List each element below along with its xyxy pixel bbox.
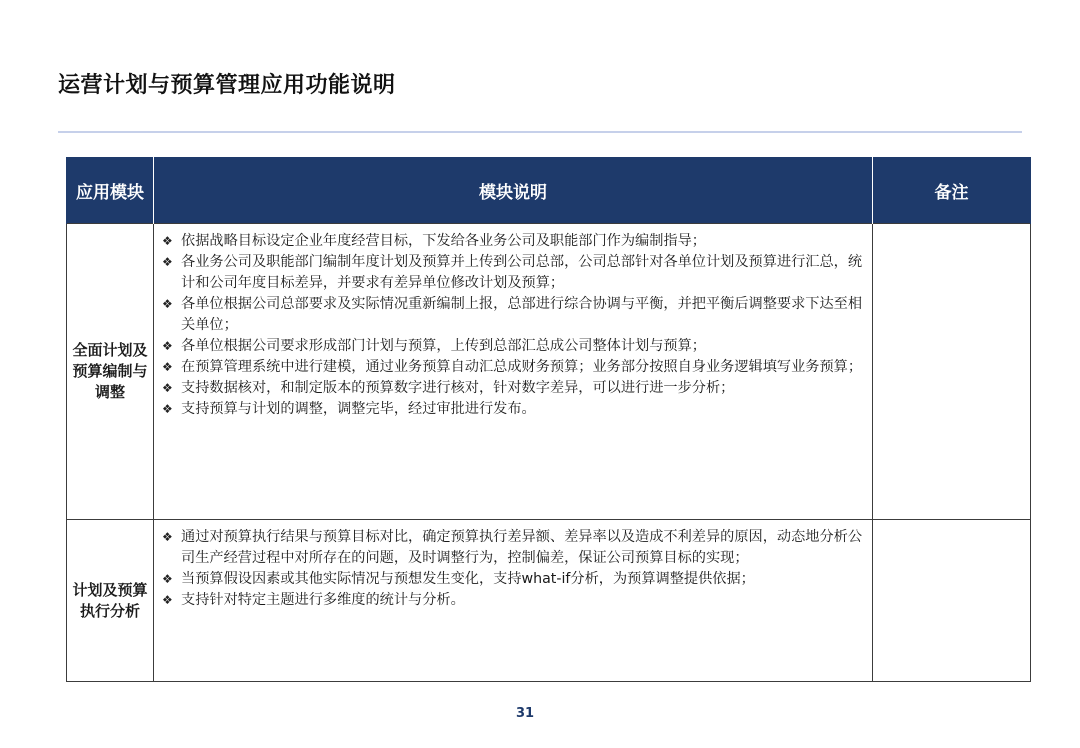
module-remarks — [873, 520, 1031, 682]
list-item — [162, 399, 870, 420]
table-row — [67, 520, 1031, 682]
module-description — [154, 520, 873, 682]
bullet-text: 支持针对特定主题进行多维度的统计与分析。 — [181, 592, 465, 608]
module-name: 全面计划及预算编制与调整 — [67, 224, 154, 520]
list-item — [162, 569, 870, 590]
diamond-dots-icon: ❖ — [162, 234, 173, 248]
page-title: 运营计划与预算管理应用功能说明 — [58, 73, 396, 98]
list-item — [162, 357, 870, 378]
bullet-text: 通过对预算执行结果与预算目标对比，确定预算执行差异额、差异率以及造成不利差异的原因，动态地分析公司生产经营过程中对所存在的问题，及时调整行为，控制偏差，保证公司预算目标的实现； — [181, 529, 863, 566]
bullet-text: 当预算假设因素或其他实际情况与预想发生变化，支持what-if分析，为预算调整提供依据； — [181, 571, 755, 587]
list-item — [162, 231, 870, 252]
list-item — [162, 590, 870, 611]
bullet-text: 支持数据核对，和制定版本的预算数字进行核对，针对数字差异，可以进行进一步分析； — [181, 380, 735, 396]
page-number: 31 — [515, 706, 535, 721]
bullet-text: 各单位根据公司总部要求及实际情况重新编制上报，总部进行综合协调与平衡，并把平衡后调整要求下达至相关单位； — [181, 296, 863, 333]
bullet-text: 各业务公司及职能部门编制年度计划及预算并上传到公司总部，公司总部针对各单位计划及预算进行汇总，统计和公司年度目标差异，并要求有差异单位修改计划及预算； — [181, 254, 863, 291]
diamond-dots-icon: ❖ — [162, 360, 173, 374]
bullet-text: 在预算管理系统中进行建模，通过业务预算自动汇总成财务预算；业务部分按照自身业务逻辑填写业务预算； — [181, 359, 863, 375]
table-row — [67, 224, 1031, 520]
module-description — [154, 224, 873, 520]
bullet-text: 依据战略目标设定企业年度经营目标，下发给各业务公司及职能部门作为编制指导； — [181, 233, 706, 249]
header-module: 应用模块 — [67, 157, 154, 224]
bullet-list — [162, 527, 870, 611]
table-header-row — [67, 157, 1031, 224]
title-divider — [58, 131, 1022, 133]
header-description: 模块说明 — [154, 157, 873, 224]
list-item — [162, 294, 870, 336]
bullet-list — [162, 231, 870, 420]
diamond-dots-icon: ❖ — [162, 572, 173, 586]
function-table — [66, 157, 1031, 682]
module-remarks — [873, 224, 1031, 520]
diamond-dots-icon: ❖ — [162, 255, 173, 269]
list-item — [162, 527, 870, 569]
bullet-text: 各单位根据公司要求形成部门计划与预算，上传到总部汇总成公司整体计划与预算； — [181, 338, 706, 354]
diamond-dots-icon: ❖ — [162, 297, 173, 311]
diamond-dots-icon: ❖ — [162, 381, 173, 395]
diamond-dots-icon: ❖ — [162, 339, 173, 353]
header-remarks: 备注 — [873, 157, 1031, 224]
diamond-dots-icon: ❖ — [162, 530, 173, 544]
list-item — [162, 252, 870, 294]
list-item — [162, 378, 870, 399]
diamond-dots-icon: ❖ — [162, 593, 173, 607]
diamond-dots-icon: ❖ — [162, 402, 173, 416]
list-item — [162, 336, 870, 357]
module-name: 计划及预算执行分析 — [67, 520, 154, 682]
bullet-text: 支持预算与计划的调整，调整完毕，经过审批进行发布。 — [181, 401, 536, 417]
